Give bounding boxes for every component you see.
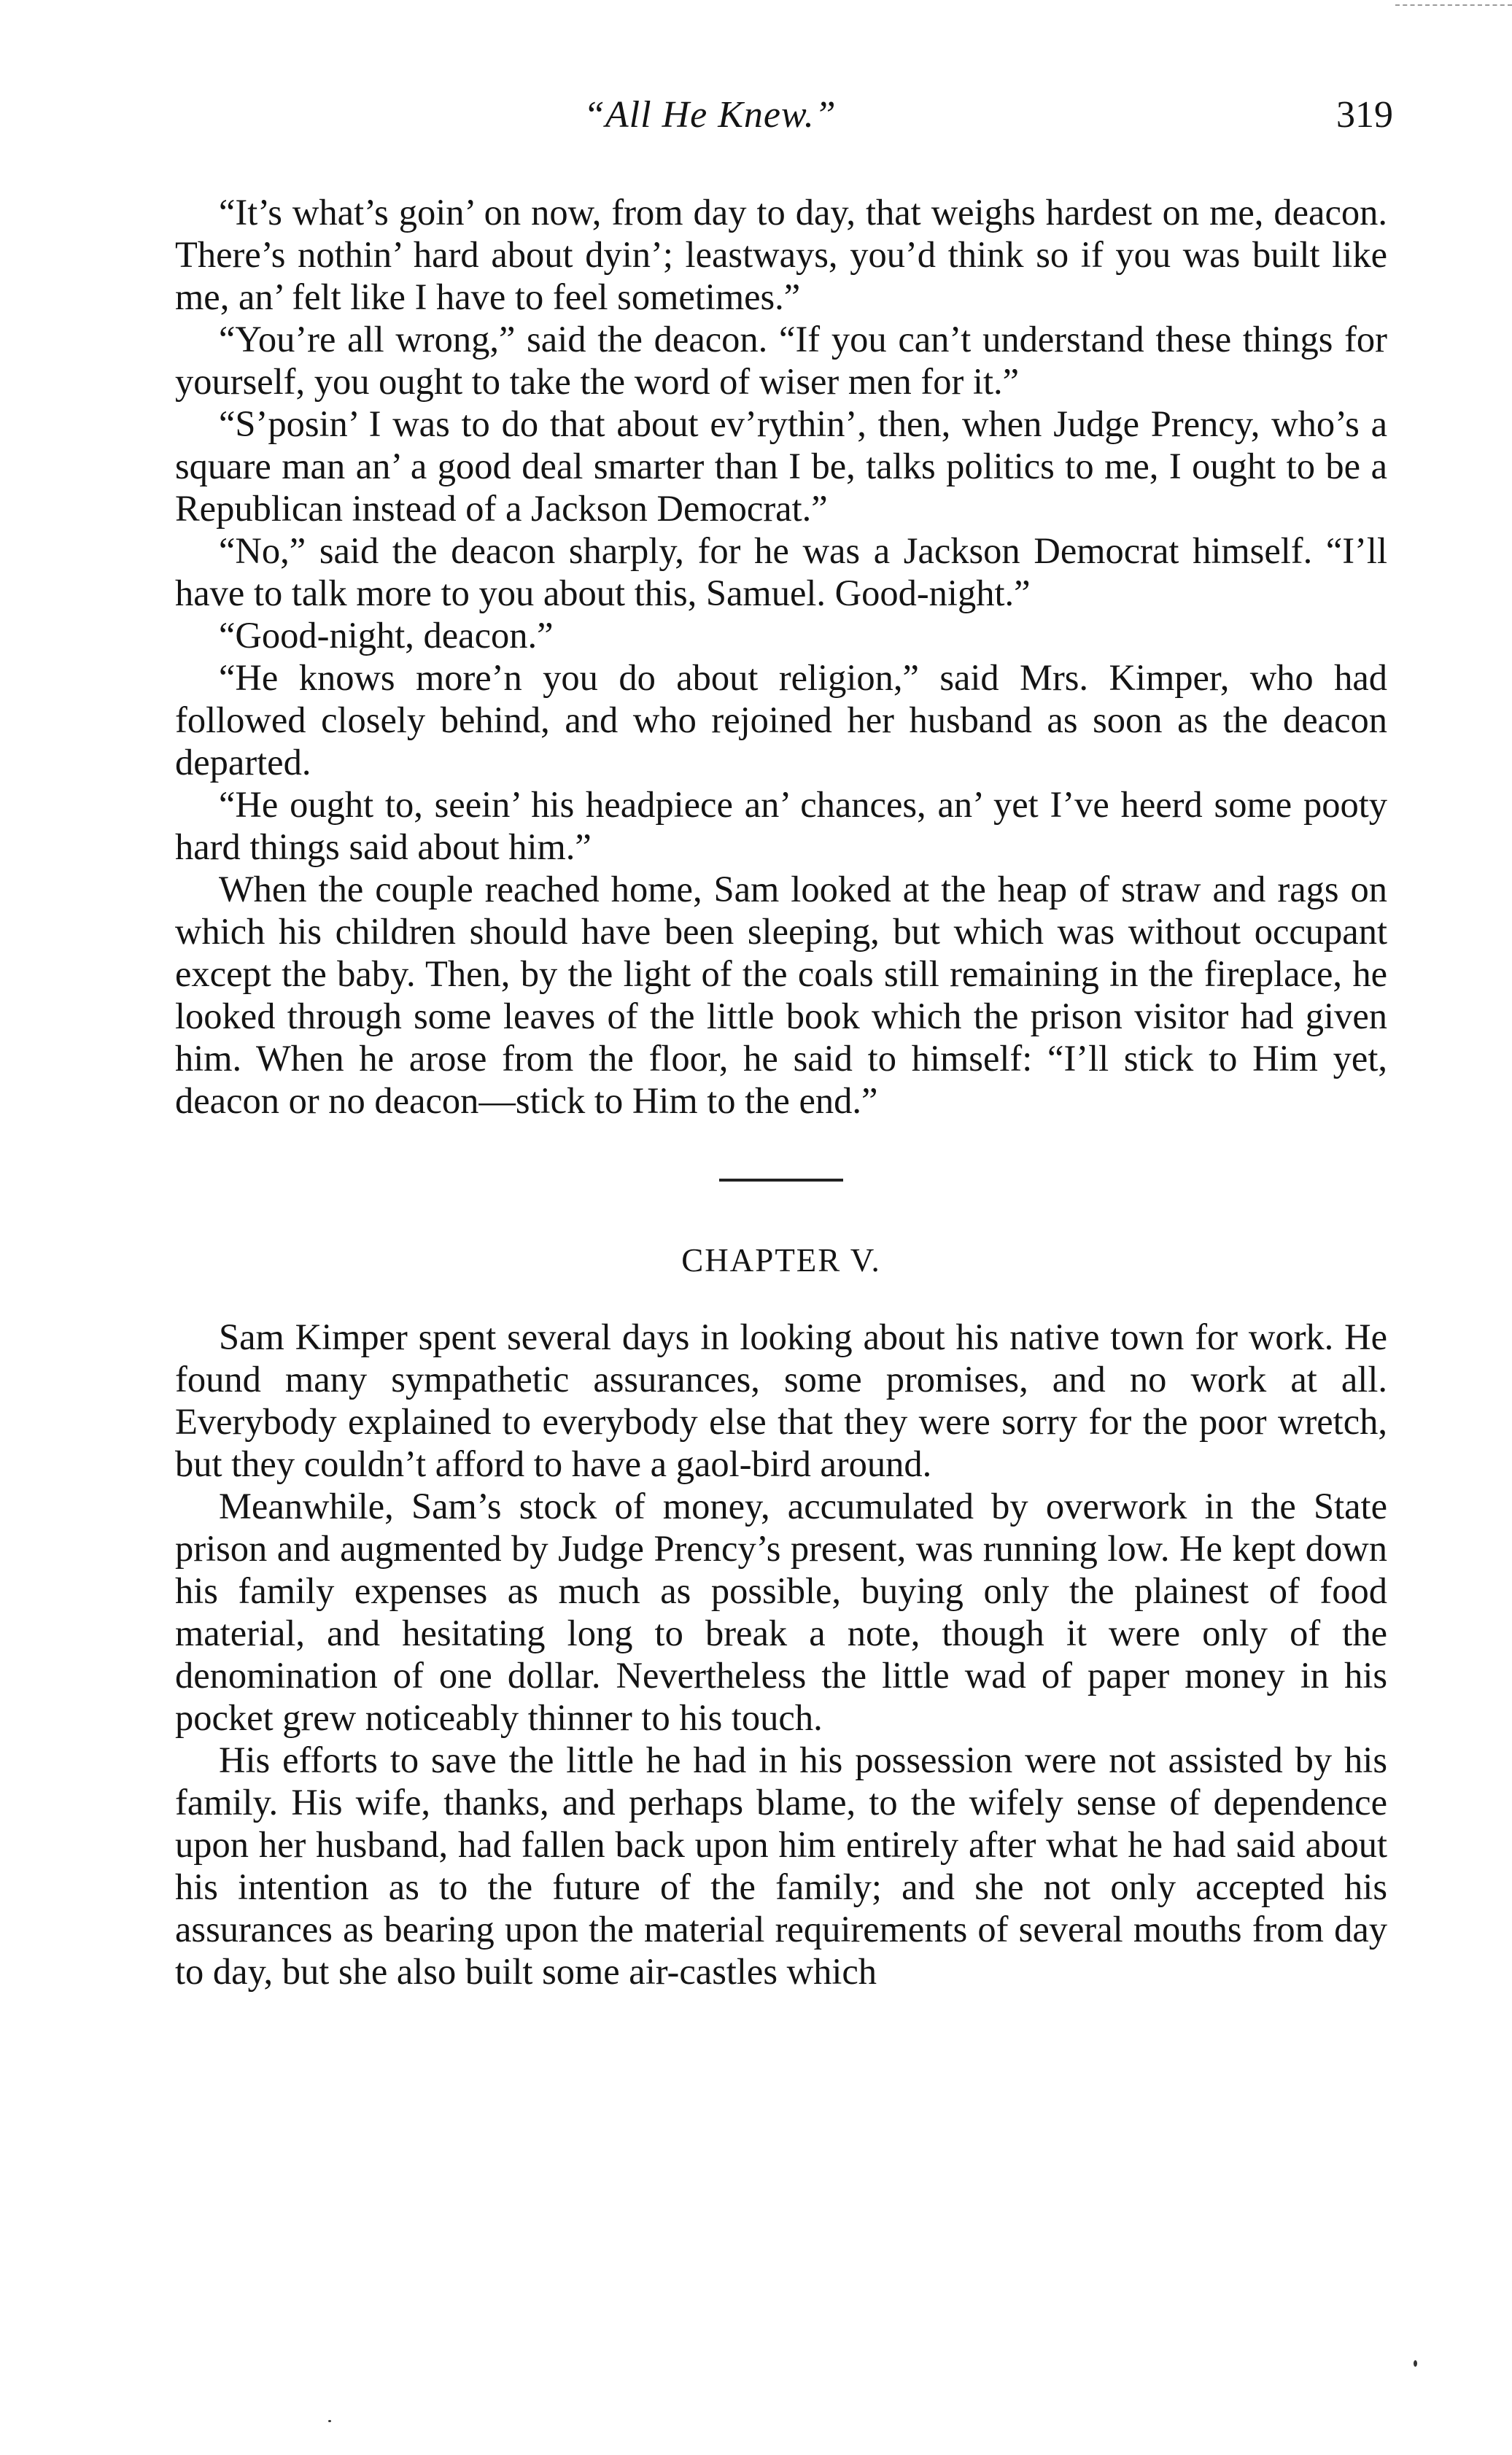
chapter-heading: CHAPTER V. [681, 1242, 881, 1279]
paragraph: When the couple reached home, Sam looked at the heap of straw and rags on which his children should have been sleeping, but which was without occupant except the baby. Then, by the light of the coals still remaining in the fireplace, he looked through some leaves of the little book which the prison visitor had given him. When he arose from the floor, he said to himself: “I’ll stick to Him yet, deacon or no deacon—stick to Him to the end.” [175, 869, 1387, 1121]
print-speck [1414, 2360, 1417, 2367]
paragraph: “He ought to, seein’ his headpiece an’ chances, an’ yet I’ve heerd some pooty hard things said about him.” [175, 784, 1387, 867]
body-text [175, 191, 1387, 1993]
paragraph: “Good-night, deacon.” [219, 615, 554, 656]
paragraph: Sam Kimper spent several days in looking about his native town for work. He found many sympathetic assurances, some promises, and no work at all. Everybody explained to everybody else that they were sorry for the poor wretch, but they couldn’t afford to have a gaol-bird around. [175, 1316, 1387, 1484]
page-number: 319 [1336, 94, 1393, 136]
paragraph: “It’s what’s goin’ on now, from day to day, that weighs hardest on me, deacon. There’s nothin’ hard about dyin’; leastways, you’d think so if you was built like me, an’ felt like I have to feel sometimes.” [175, 192, 1387, 317]
print-speck [328, 2420, 331, 2422]
paragraph: “He knows more’n you do about religion,” said Mrs. Kimper, who had followed closely behind, and who rejoined her husband as soon as the deacon departed. [175, 657, 1387, 783]
section-divider [719, 1179, 843, 1182]
paragraph: His efforts to save the little he had in his possession were not assisted by his family. His wife, thanks, and perhaps blame, to the wifely sense of dependence upon her husband, had fallen back upon him entirely after what he had said about his intention as to the future of the family; and she not only accepted his assurances as bearing upon the material requirements of several mouths from day to day, but she also built some air-castles which [175, 1740, 1387, 1992]
paragraph: “S’posin’ I was to do that about ev’rythin’, then, when Judge Prency, who’s a square man an’ a good deal smarter than I be, talks politics to me, I ought to be a Republican instead of a Jackson Democrat.” [175, 403, 1387, 529]
paragraph: “No,” said the deacon sharply, for he was a Jackson Democrat himself. “I’ll have to talk more to you about this, Samuel. Good-night.” [175, 530, 1387, 613]
scan-edge-rule [1395, 4, 1512, 6]
running-title: “All He Knew.” [584, 94, 837, 136]
paragraph: Meanwhile, Sam’s stock of money, accumulated by overwork in the State prison and augmented by Judge Prency’s present, was running low. He kept down his family expenses as much as possible, buying only the plainest of food material, and hesitating long to break a note, though it were only of the denomination of one dollar. Nevertheless the little wad of paper money in his pocket grew noticeably thinner to his touch. [175, 1486, 1387, 1738]
running-head [175, 93, 1393, 152]
paragraph: “You’re all wrong,” said the deacon. “If you can’t understand these things for yourself, you ought to take the word of wiser men for it.” [175, 319, 1387, 402]
